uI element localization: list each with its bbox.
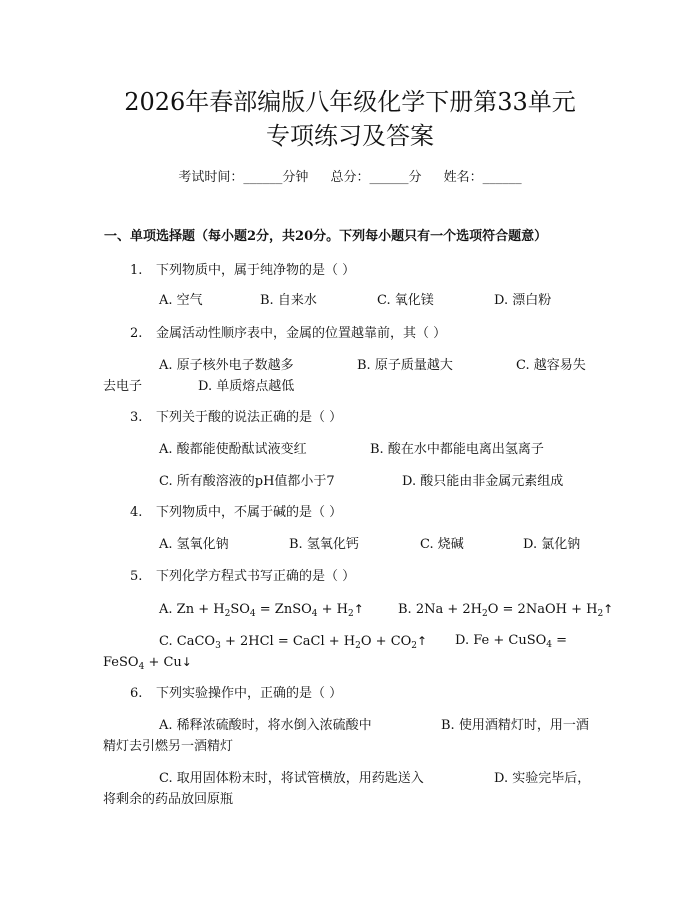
exam-info xyxy=(0,168,700,188)
question-number: 6. xyxy=(130,686,143,701)
option-d: D. 实验完毕后， xyxy=(494,771,591,786)
option-a: A. 稀释浓硫酸时，将水倒入浓硫酸中 xyxy=(159,718,372,733)
option-d: D. 酸只能由非金属元素组成 xyxy=(402,474,564,489)
option-c: C. 越容易失 xyxy=(516,358,586,373)
section-heading: 一、单项选择题（每小题2分，共20分。下列每小题只有一个选项符合题意） xyxy=(104,229,548,244)
option-b: B. 氢氧化钙 xyxy=(289,537,359,552)
option-c-cont: 去电子 xyxy=(103,379,143,394)
name-field: 姓名：______ xyxy=(443,170,522,185)
question-number: 2. xyxy=(130,326,143,341)
option-b: B. 酸在水中都能电离出氢离子 xyxy=(370,442,544,457)
question-stem: 下列化学方程式书写正确的是（ ） xyxy=(156,569,356,584)
question-stem: 下列物质中，属于纯净物的是（ ） xyxy=(156,263,356,278)
option-d-cont: 将剩余的药品放回原瓶 xyxy=(103,792,234,807)
page-title-line1: 2026年春部编版八年级化学下册第33单元 xyxy=(124,88,576,116)
option-d: D. 单质熔点越低 xyxy=(198,379,295,394)
option-d-cont: FeSO$_4$ + Cu↓ xyxy=(103,655,192,672)
exam-time-field: 考试时间：______分钟 xyxy=(178,170,309,185)
option-a: A. 酸都能使酚酞试液变红 xyxy=(159,442,307,457)
option-d: D. Fe + CuSO$_4$ = xyxy=(455,633,568,650)
option-c: C. 取用固体粉末时，将试管横放，用药匙送入 xyxy=(159,771,424,786)
question-stem: 下列实验操作中，正确的是（ ） xyxy=(156,686,343,701)
question-4 xyxy=(130,503,342,523)
page-title-line2: 专项练习及答案 xyxy=(266,122,434,150)
option-a: A. 原子核外电子数越多 xyxy=(159,358,294,373)
gas-arrow-icon: ↑ xyxy=(417,634,428,648)
question-2 xyxy=(130,324,446,344)
question-stem: 下列物质中，不属于碱的是（ ） xyxy=(156,505,343,520)
option-b: B. 自来水 xyxy=(260,293,317,308)
precipitate-arrow-icon: ↓ xyxy=(181,655,192,669)
option-b: B. 原子质量越大 xyxy=(357,358,453,373)
option-a: A. $Zn + H_2SO_4$ = ZnSO$_4$ + $H_2↑$ xyxy=(159,602,364,619)
option-c: C. 烧碱 xyxy=(420,537,464,552)
question-number: 1. xyxy=(130,263,143,278)
question-number: 4. xyxy=(130,505,143,520)
option-d: D. 氯化钠 xyxy=(523,537,581,552)
option-a: A. 空气 xyxy=(159,293,203,308)
gas-arrow-icon: ↑ xyxy=(603,602,614,616)
option-b: B. $2Na + 2H_2O$ = 2NaOH + $H_2↑$ xyxy=(398,602,614,619)
option-b: B. 使用酒精灯时，用一酒 xyxy=(441,718,589,733)
question-stem: 下列关于酸的说法正确的是（ ） xyxy=(156,410,343,425)
option-c: C. CaCO$_3$ + 2HCl = CaCl + $H_2O$ + $CO_2↑$ xyxy=(159,634,428,651)
option-b-cont: 精灯去引燃另一酒精灯 xyxy=(103,739,234,754)
question-1 xyxy=(130,261,355,281)
option-d: D. 漂白粉 xyxy=(494,293,552,308)
question-stem: 金属活动性顺序表中，金属的位置越靠前，其（ ） xyxy=(156,326,447,341)
question-3 xyxy=(130,408,342,428)
option-c: C. 所有酸溶液的pH值都小于7 xyxy=(159,474,335,489)
question-number: 5. xyxy=(130,569,143,584)
gas-arrow-icon: ↑ xyxy=(353,602,364,616)
option-a: A. 氢氧化钠 xyxy=(159,537,229,552)
question-5 xyxy=(130,567,355,587)
question-number: 3. xyxy=(130,410,143,425)
total-score-field: 总分：______分 xyxy=(330,170,422,185)
option-c: C. 氧化镁 xyxy=(377,293,434,308)
question-6 xyxy=(130,684,342,704)
